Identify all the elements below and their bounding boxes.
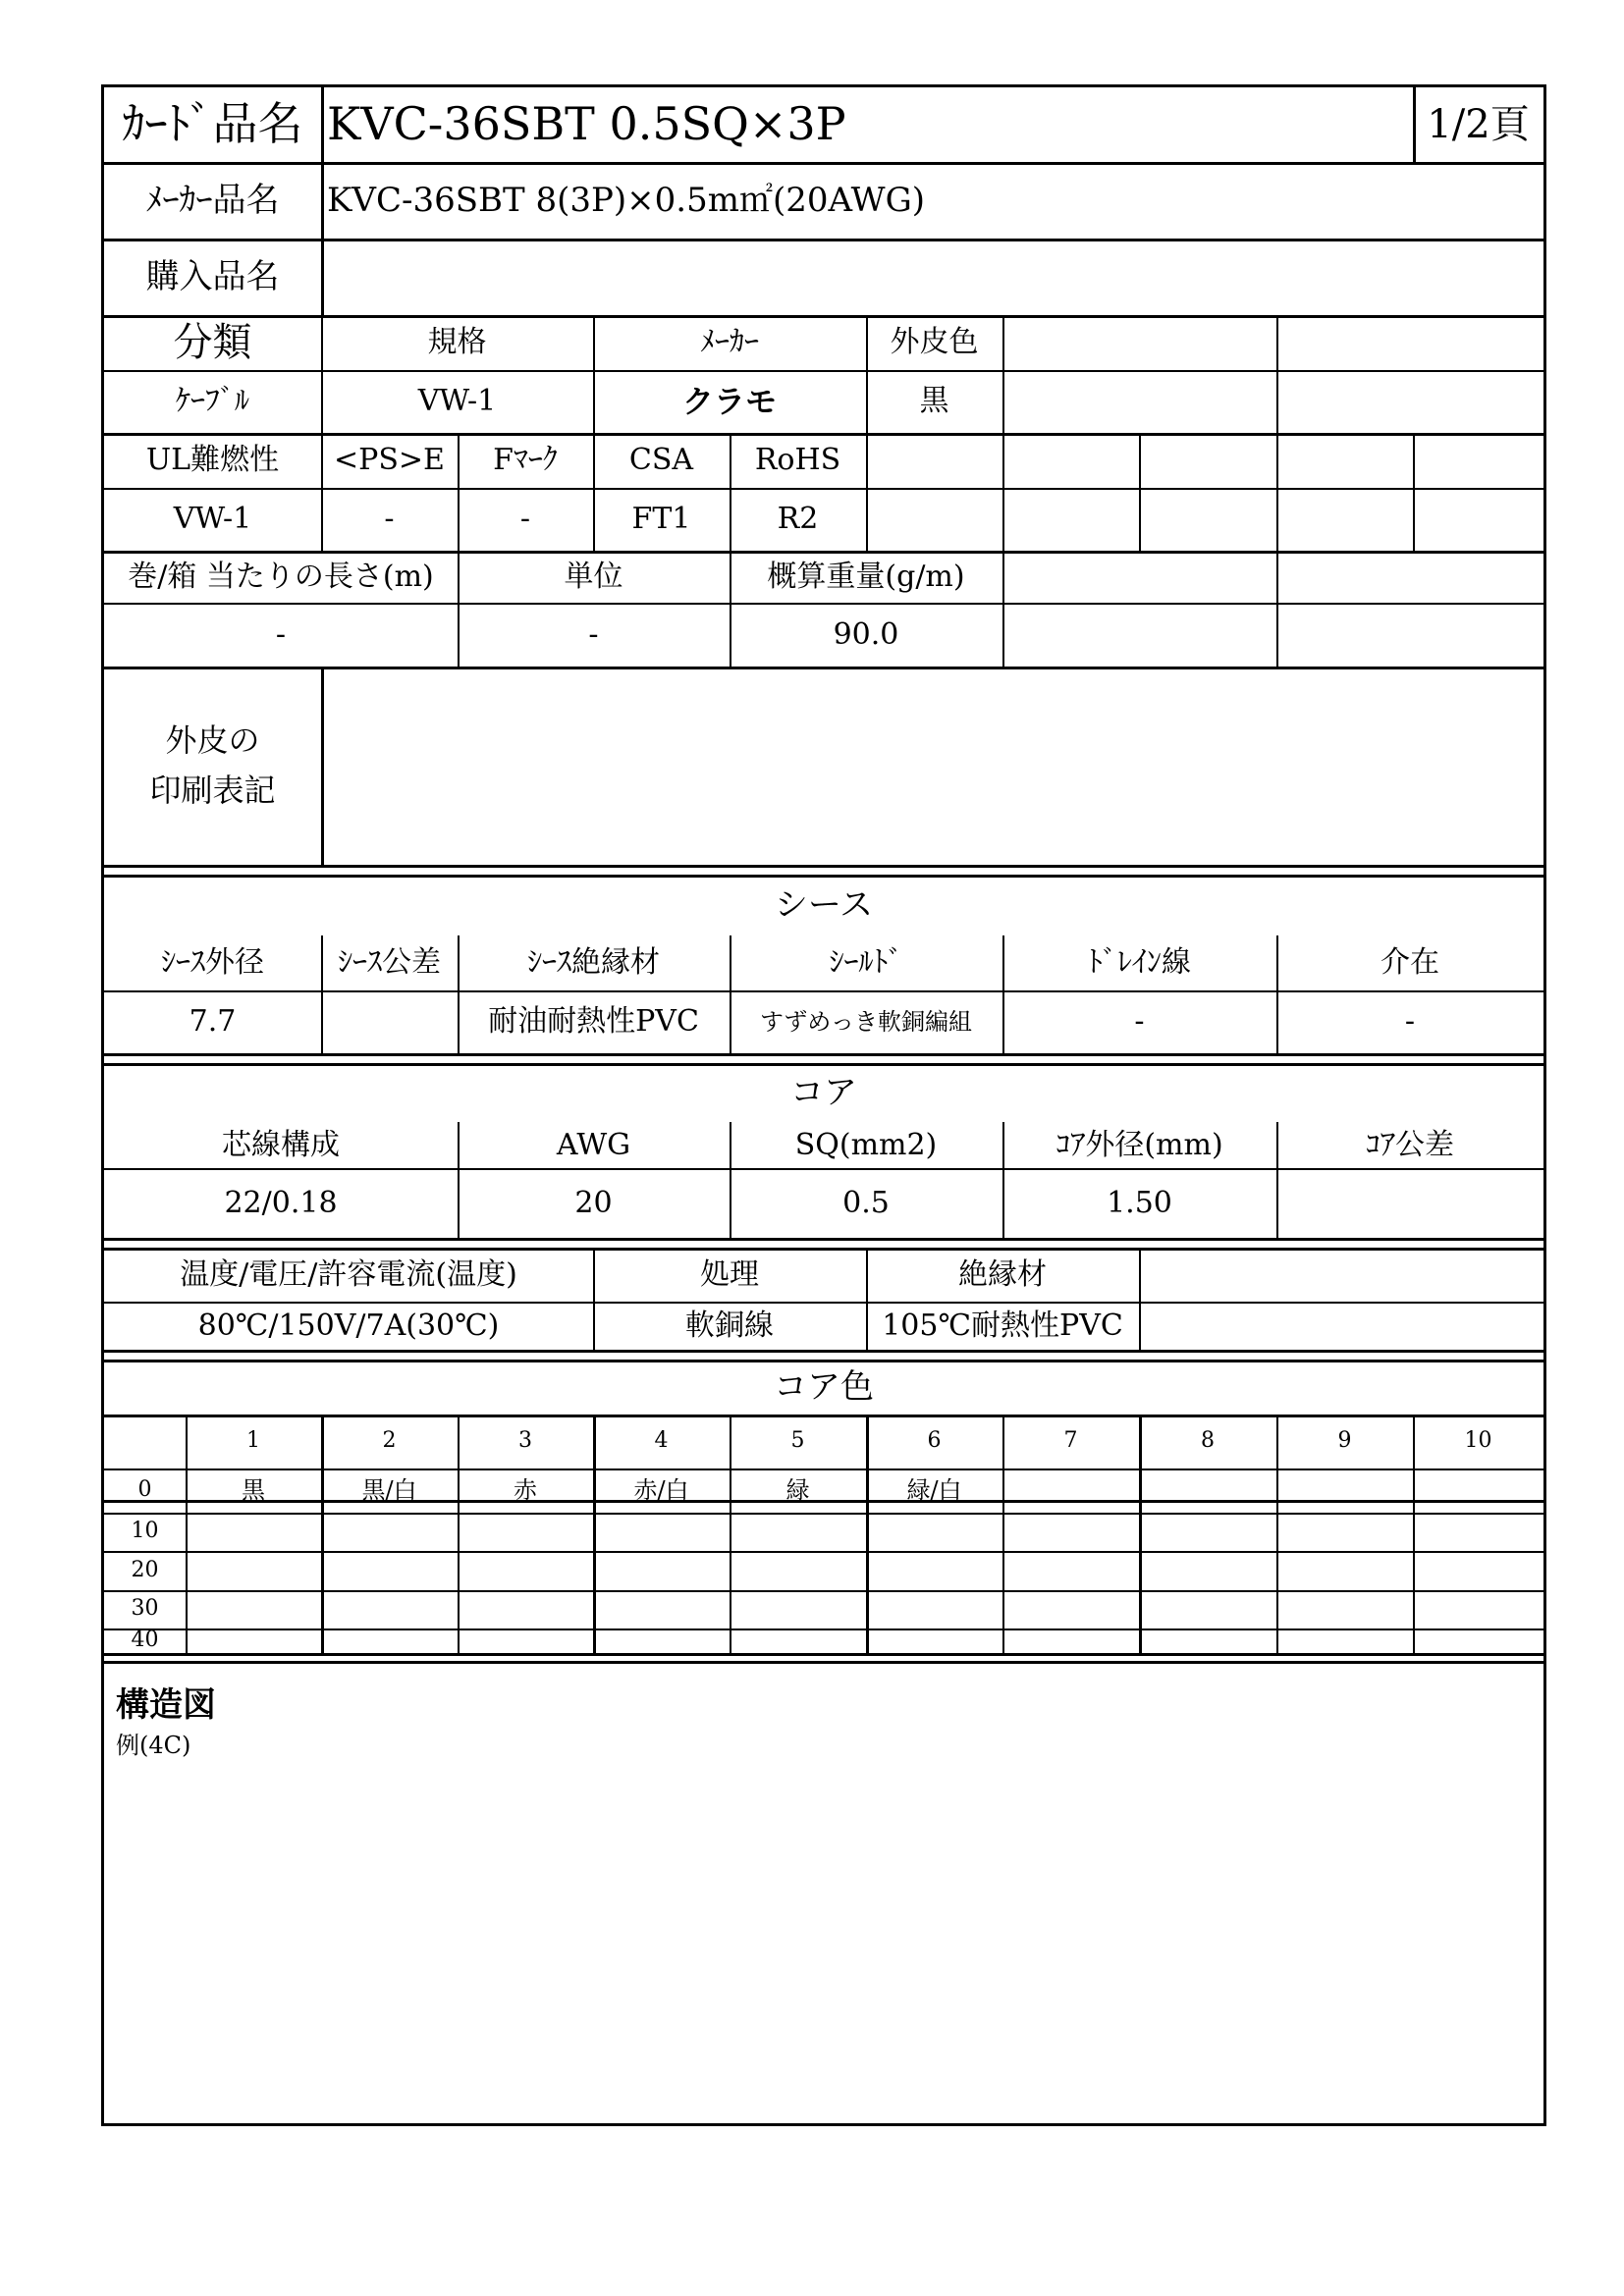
sheath-value: - [1134,1004,1145,1039]
page-number: 1/2頁 [1427,102,1530,147]
row-divider [104,1551,1543,1553]
color-row-header: 30 [131,1596,159,1622]
row-divider [104,1513,1543,1515]
length-value: - [275,616,287,652]
color-col-header: 4 [654,1428,669,1454]
color-col-header: 10 [1464,1428,1492,1454]
core-header: SQ(mm2) [794,1127,938,1162]
color-cell: 黒 [242,1476,265,1505]
temp-value: 軟銅線 [685,1308,774,1343]
color-col-header: 6 [927,1428,942,1454]
color-row-header: 10 [131,1519,159,1544]
ul-value: - [519,502,531,536]
column-divider [1002,433,1004,551]
classification-header: 規格 [427,325,487,359]
classification-header: 分類 [173,320,252,365]
classification-value: 黒 [919,384,949,418]
length-header: 概算重量(g/m) [767,559,965,594]
color-cell [1413,1468,1543,1513]
column-divider [1276,551,1278,667]
row-divider [104,1590,1543,1592]
ul-header: CSA [628,443,694,477]
print-notation-value [321,667,1543,865]
core-header: ｺｱ公差 [1366,1127,1454,1162]
maker-name-label: ﾒｰｶｰ品名 [145,180,280,220]
structure-diagram-area [116,1678,216,1760]
ul-value: VW-1 [173,502,252,536]
color-row-header: 0 [137,1477,152,1503]
structure-example: 例(4C) [116,1732,191,1759]
column-divider [1002,315,1004,433]
sheath-section-title: シース [774,884,874,925]
color-col-header: 8 [1201,1428,1215,1454]
sheath-value: すずめっき軟銅編組 [760,1007,972,1036]
temp-header: 温度/電圧/許容電流(温度) [180,1256,517,1292]
color-cell: 緑/白 [906,1476,962,1505]
sheath-header: ﾄﾞﾚｲﾝ線 [1088,945,1191,980]
row-divider [104,865,1543,868]
color-col-header: 5 [790,1428,805,1454]
classification-value: クラモ [681,382,777,420]
sheath-value: 7.7 [189,1004,237,1039]
maker-name-value: KVC-36SBT 8(3P)×0.5m㎡(20AWG) [327,180,926,220]
card-name-value: KVC-36SBT 0.5SQ×3P [327,97,846,151]
color-cell [1139,1468,1276,1513]
core-value: 0.5 [842,1185,890,1220]
core-header: AWG [556,1127,631,1162]
sheath-header: ｼｰｽ外径 [161,945,264,980]
ul-value: FT1 [631,502,691,536]
ul-value: - [384,502,395,536]
color-row-header: 40 [131,1629,159,1653]
color-col-header: 2 [382,1428,397,1454]
row-divider [104,1350,1543,1353]
core-value: 20 [574,1185,613,1220]
structure-title: 構造図 [116,1685,216,1725]
sheath-value [321,990,458,1053]
color-cell: 黒/白 [361,1476,417,1505]
sheath-value: - [1404,1004,1416,1039]
sheath-header: ｼｰｽ絶縁材 [527,945,660,980]
ul-value: R2 [777,502,819,536]
row-divider [104,1661,1543,1664]
purchase-name-value [321,239,1543,315]
color-row-header: 20 [131,1557,159,1582]
temp-value: 105℃耐熱性PVC [882,1308,1123,1343]
sheath-header: ｼｰｽ公差 [338,945,441,980]
print-label-line: 印刷表記 [149,772,276,809]
column-divider [1413,433,1415,551]
core-color-section-title: コア色 [774,1366,874,1407]
color-cell [1276,1468,1413,1513]
print-label-line: 外皮の [165,721,260,759]
color-col-header: 9 [1337,1428,1352,1454]
length-value: - [588,616,599,652]
print-label [104,667,321,865]
column-divider [1139,433,1141,551]
core-header: 芯線構成 [222,1127,340,1162]
color-cell [1002,1468,1139,1513]
color-col-header: 1 [246,1428,260,1454]
core-header: ｺｱ外径(mm) [1056,1127,1223,1162]
column-divider [866,433,868,551]
core-section-title: コア [790,1072,857,1112]
color-col-header: 7 [1063,1428,1078,1454]
column-divider [1002,551,1004,667]
purchase-name-label: 購入品名 [145,256,280,296]
sheath-header: 介在 [1380,945,1439,980]
color-col-header: 3 [518,1428,532,1454]
color-cell: 緑 [785,1476,810,1505]
classification-header: 外皮色 [890,325,979,359]
temp-header: 絶縁材 [958,1256,1047,1292]
ul-header: <PS>E [334,443,445,477]
length-header: 巻/箱 当たりの長さ(m) [128,559,434,594]
color-cell: 赤 [514,1476,537,1505]
card-name-label: ｶｰﾄﾞ品名 [122,97,303,151]
core-value: 22/0.18 [224,1185,338,1220]
length-value: 90.0 [833,616,899,652]
sheath-value: 耐油耐熱性PVC [488,1004,699,1039]
color-cell: 赤/白 [633,1476,689,1505]
temp-header: 処理 [700,1256,759,1292]
spec-sheet [101,84,1546,2126]
ul-header: Fﾏｰｸ [493,443,558,477]
column-divider [1276,433,1278,551]
core-value: 1.50 [1107,1185,1172,1220]
column-divider [1276,315,1278,433]
length-header: 単位 [564,559,623,594]
ul-header: UL難燃性 [145,443,280,477]
classification-value: ｹｰﾌﾞﾙ [176,384,249,418]
classification-header: ﾒｰｶｰ [700,325,759,359]
sheath-header: ｼｰﾙﾄﾞ [829,945,903,980]
row-divider [104,1238,1543,1241]
temp-value: 80℃/150V/7A(30℃) [197,1308,500,1343]
classification-value: VW-1 [417,384,497,418]
core-value [1276,1168,1543,1238]
row-divider [104,1053,1543,1056]
row-divider [104,1653,1543,1656]
column-divider [1139,1248,1141,1350]
ul-header: RoHS [754,443,841,477]
row-divider [104,1629,1543,1630]
